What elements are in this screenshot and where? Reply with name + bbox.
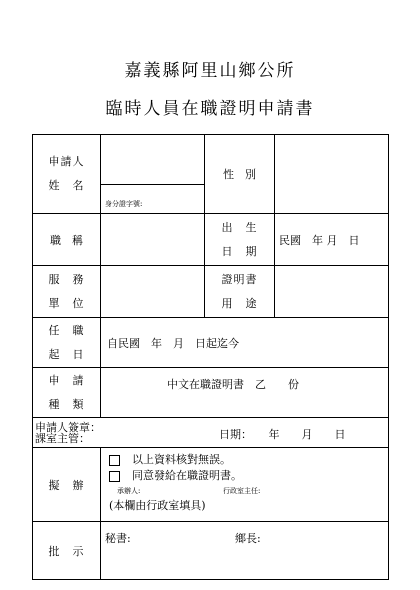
signature-row bbox=[33, 418, 389, 448]
handler-row bbox=[109, 484, 388, 498]
apply-type-label: 申 請 種 類 bbox=[33, 368, 101, 418]
applicant-label: 申請人 姓 名 bbox=[33, 135, 101, 214]
id-number-field[interactable] bbox=[101, 185, 205, 214]
admin-head-label: 行政室主任: bbox=[223, 487, 261, 495]
unit-field[interactable] bbox=[101, 266, 205, 318]
tenure-field[interactable]: 自民國 年 月 日起迄今 bbox=[101, 318, 389, 368]
purpose-field[interactable] bbox=[275, 266, 389, 318]
mayor-label: 鄉長: bbox=[235, 532, 261, 545]
birth-label: 出 生 日 期 bbox=[205, 214, 275, 266]
draft-label: 擬 辦 bbox=[33, 448, 101, 522]
id-number-label: 身分證字號: bbox=[105, 200, 143, 208]
supervisor-label: 課室主管： bbox=[35, 431, 90, 445]
handler-label: 承辦人: bbox=[117, 487, 141, 495]
page-title: 嘉義縣阿里山鄉公所 bbox=[124, 61, 296, 81]
draft-section bbox=[101, 448, 389, 522]
gender-label: 性 別 bbox=[205, 135, 275, 214]
purpose-label: 證明書 用 途 bbox=[205, 266, 275, 318]
position-label: 職 稱 bbox=[33, 214, 101, 266]
approval-label: 批 示 bbox=[33, 522, 101, 580]
applicant-sign-label: 申請人簽章： bbox=[35, 420, 101, 434]
form-title: 臨時人員在職證明申請書 bbox=[105, 99, 315, 119]
application-form bbox=[32, 134, 389, 580]
position-field[interactable] bbox=[101, 214, 205, 266]
birth-date-field[interactable]: 民國 年 月 日 bbox=[275, 214, 389, 266]
checkbox-verified[interactable] bbox=[109, 455, 120, 466]
unit-label: 服 務 單 位 bbox=[33, 266, 101, 318]
approval-section bbox=[101, 522, 389, 580]
check-approve-row[interactable]: 同意發給在職證明書。 bbox=[109, 468, 388, 484]
tenure-label: 任 職 起 日 bbox=[33, 318, 101, 368]
name-field[interactable] bbox=[101, 135, 205, 185]
gender-field[interactable] bbox=[275, 135, 389, 214]
checkbox-approve[interactable] bbox=[109, 471, 120, 482]
sign-date-label: 日期： 年 月 日 bbox=[219, 428, 346, 441]
secretary-label: 秘書: bbox=[105, 532, 131, 545]
check-verified-row[interactable]: 以上資料核對無誤。 bbox=[109, 452, 388, 468]
admin-note: (本欄由行政室填具) bbox=[109, 499, 206, 512]
apply-type-field[interactable]: 中文在職證明書 乙 份 bbox=[101, 368, 389, 418]
